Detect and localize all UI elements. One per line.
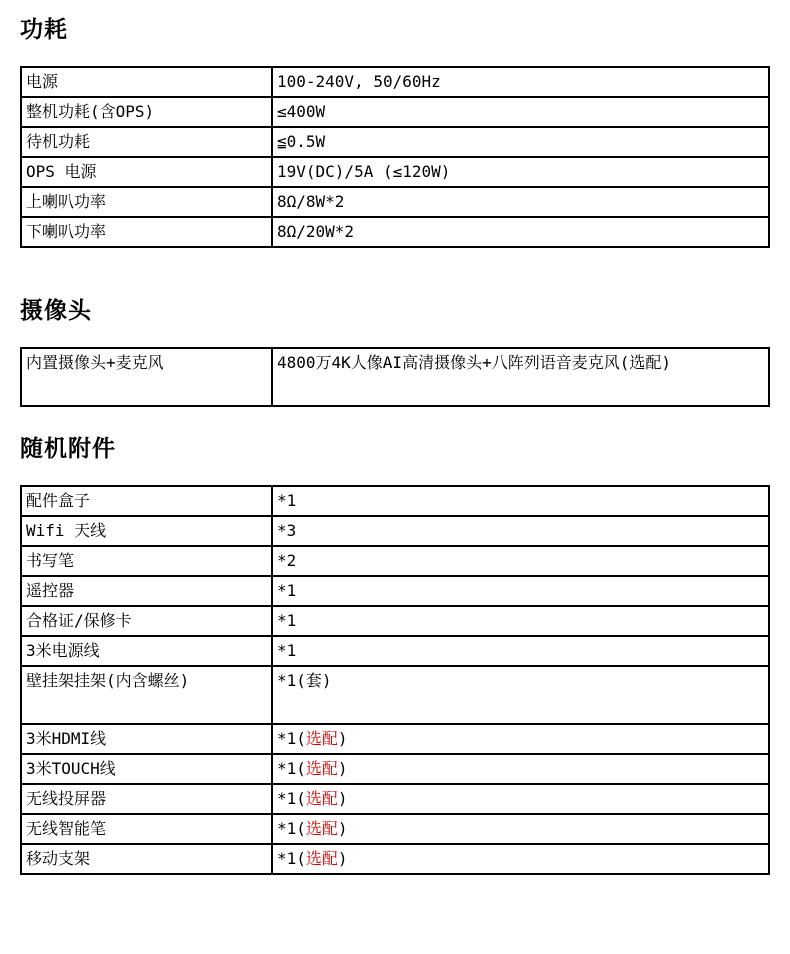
- row-label: 移动支架: [21, 844, 272, 874]
- optional-tag: 选配: [305, 819, 338, 838]
- row-label: 配件盒子: [21, 486, 272, 516]
- table-row: [21, 97, 769, 127]
- table-row: [21, 217, 769, 247]
- paren-open: (: [296, 729, 306, 748]
- power-spec-table: [20, 66, 770, 248]
- optional-tag: 选配: [305, 789, 338, 808]
- row-label: 内置摄像头+麦克风: [21, 348, 272, 406]
- row-value: *1: [272, 636, 769, 666]
- optional-tag: 选配: [305, 759, 338, 778]
- table-row: [21, 606, 769, 636]
- row-value: 8Ω/8W*2: [272, 187, 769, 217]
- table-row: [21, 127, 769, 157]
- paren-close: ): [337, 849, 348, 868]
- row-value: *1(套): [272, 666, 769, 724]
- paren-open: (: [296, 819, 306, 838]
- paren-close: ): [337, 819, 348, 838]
- accessories-table: [20, 485, 770, 875]
- paren-open: (: [296, 789, 306, 808]
- row-value: [272, 844, 769, 874]
- quantity-text: *1: [277, 729, 297, 748]
- section-title-accessories: 随机附件: [20, 436, 116, 462]
- quantity-text: *1: [277, 819, 297, 838]
- row-value: 19V(DC)/5A (≤120W): [272, 157, 769, 187]
- row-value: [272, 784, 769, 814]
- paren-close: ): [337, 759, 348, 778]
- row-label: 3米电源线: [21, 636, 272, 666]
- quantity-text: *1: [277, 789, 297, 808]
- section-title-power: 功耗: [20, 17, 68, 43]
- row-value: [272, 814, 769, 844]
- row-label: 上喇叭功率: [21, 187, 272, 217]
- table-row: [21, 814, 769, 844]
- row-label: 遥控器: [21, 576, 272, 606]
- row-value: 8Ω/20W*2: [272, 217, 769, 247]
- paren-open: (: [296, 759, 306, 778]
- row-value: *2: [272, 546, 769, 576]
- row-value: ≤400W: [272, 97, 769, 127]
- row-label: 3米TOUCH线: [21, 754, 272, 784]
- row-label: 壁挂架挂架(内含螺丝): [21, 666, 272, 724]
- optional-tag: 选配: [305, 729, 338, 748]
- row-value: *3: [272, 516, 769, 546]
- row-value: *1: [272, 576, 769, 606]
- table-row: [21, 67, 769, 97]
- paren-close: ): [337, 789, 348, 808]
- row-value: 4800万4K人像AI高清摄像头+八阵列语音麦克风(选配): [272, 348, 769, 406]
- paren-close: ): [337, 729, 348, 748]
- row-label: 下喇叭功率: [21, 217, 272, 247]
- table-row: [21, 187, 769, 217]
- table-row: [21, 754, 769, 784]
- row-label: 待机功耗: [21, 127, 272, 157]
- row-label: Wifi 天线: [21, 516, 272, 546]
- table-row: [21, 724, 769, 754]
- row-label: 3米HDMI线: [21, 724, 272, 754]
- quantity-text: *1: [277, 849, 297, 868]
- row-value: ≦0.5W: [272, 127, 769, 157]
- table-row: [21, 348, 769, 406]
- table-row: [21, 636, 769, 666]
- row-value: [272, 724, 769, 754]
- row-value: *1: [272, 486, 769, 516]
- row-label: 合格证/保修卡: [21, 606, 272, 636]
- quantity-text: *1: [277, 759, 297, 778]
- row-label: 书写笔: [21, 546, 272, 576]
- table-row: [21, 784, 769, 814]
- camera-spec-table: [20, 347, 770, 407]
- row-value: 100-240V, 50/60Hz: [272, 67, 769, 97]
- row-label: 无线投屏器: [21, 784, 272, 814]
- table-row: [21, 666, 769, 724]
- table-row: [21, 546, 769, 576]
- table-row: [21, 516, 769, 546]
- table-row: [21, 157, 769, 187]
- row-value: [272, 754, 769, 784]
- row-label: 整机功耗(含OPS): [21, 97, 272, 127]
- row-value: *1: [272, 606, 769, 636]
- row-label: 无线智能笔: [21, 814, 272, 844]
- row-label: OPS 电源: [21, 157, 272, 187]
- optional-tag: 选配: [305, 849, 338, 868]
- paren-open: (: [296, 849, 306, 868]
- table-row: [21, 576, 769, 606]
- row-label: 电源: [21, 67, 272, 97]
- section-title-camera: 摄像头: [20, 298, 92, 324]
- table-row: [21, 486, 769, 516]
- table-row: [21, 844, 769, 874]
